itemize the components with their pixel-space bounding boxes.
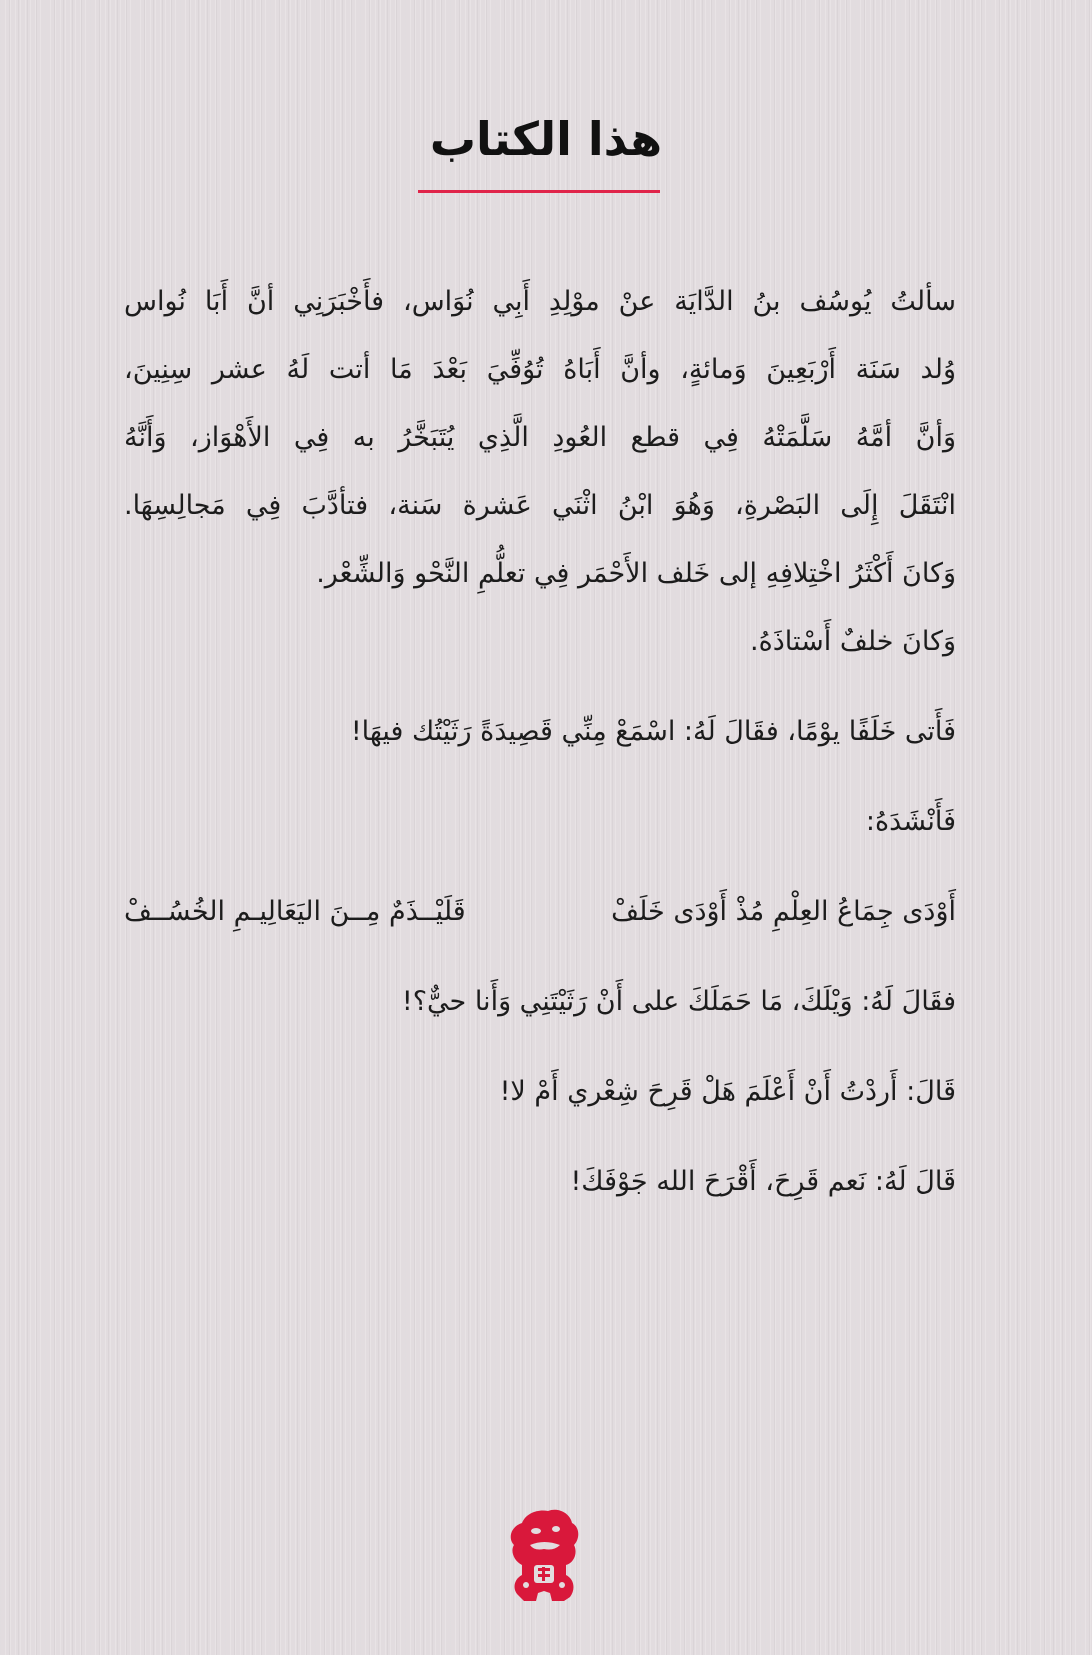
paragraph-1-line-5: وَكانَ أَكْثَرُ اخْتِلافِهِ إلى خَلف الأَحْمَر فِي تعلُّمِ النَّحْو وَالشِّعْر. <box>316 558 956 589</box>
paragraph-spacer <box>124 766 956 788</box>
paragraph-2: فَأَتى خَلَفًا يوْمًا، فقَالَ لَهُ: اسْمَعْ مِنِّي قَصِيدَةً رَثَيْتُك فيهَا! <box>350 716 956 747</box>
title-container <box>0 112 1092 167</box>
paragraph-5: قَالَ: أَردْتُ أَنْ أَعْلَمَ هَلْ قَرِحَ شِعْري أَمْ لا! <box>499 1076 956 1107</box>
paragraph-spacer <box>124 946 956 968</box>
verse-first-hemistich: أَوْدَى جِمَاعُ العِلْمِ مُذْ أَوْدَى خَلَفْ <box>611 896 956 927</box>
paragraph-spacer <box>124 1036 956 1058</box>
paragraph-3: فَأَنْشَدَهُ: <box>865 806 956 837</box>
page-title: هذا الكتاب <box>429 112 663 166</box>
paragraph-4: فقَالَ لَهُ: وَيْلَكَ، مَا حَمَلَكَ على أَنْ رَثَيْتَنِي وَأَنا حيٌّ؟! <box>401 986 956 1017</box>
title-underline <box>418 190 660 193</box>
paragraph-1-line-4: انْتَقَلَ إِلَى البَصْرةِ، وَهُوَ ابْنُ اثْنَي عَشرة سَنة، فتأدَّبَ فِي مَجالِسِهَا. <box>124 490 956 521</box>
paragraph-1-line-2: وُلد سَنَة أَرْبَعِينَ وَمائةٍ، وأنَّ أَبَاهُ تُوُفِّيَ بَعْدَ مَا أتت لَهُ عشر سِنِينَ، <box>124 354 956 385</box>
paragraph-spacer <box>124 1126 956 1148</box>
verse-second-hemistich: قَلَيْــذَمٌ مِــنَ اليَعَالِيـمِ الخُسُــفْ <box>124 896 466 927</box>
paragraph-1-line-1: سألتُ يُوسُف بنُ الدَّايَة عنْ موْلِدِ أَبِي نُوَاس، فأَخْبَرَنِي أنَّ أَبَا نُواس <box>124 286 956 317</box>
paragraph-1 <box>124 268 956 676</box>
paragraph-spacer <box>124 676 956 698</box>
publisher-emblem-icon <box>504 1505 584 1605</box>
blurb-text <box>124 268 956 1216</box>
paragraph-spacer <box>124 856 956 878</box>
paragraph-1-line-3: وَأنَّ أمَّهُ سَلَّمَتْهُ فِي قطع العُودِ الَّذِي يُتَبَخَّرُ به فِي الأَهْوَاز، وَأَنَّهُ <box>124 422 956 453</box>
paragraph-6: قَالَ لَهُ: نَعم قَرِحَ، أَقْرَحَ الله جَوْفَكَ! <box>570 1166 956 1197</box>
poem-verse <box>124 878 956 946</box>
paragraph-1-line-6: وَكانَ خلفٌ أَسْتاذَهُ. <box>750 626 956 657</box>
